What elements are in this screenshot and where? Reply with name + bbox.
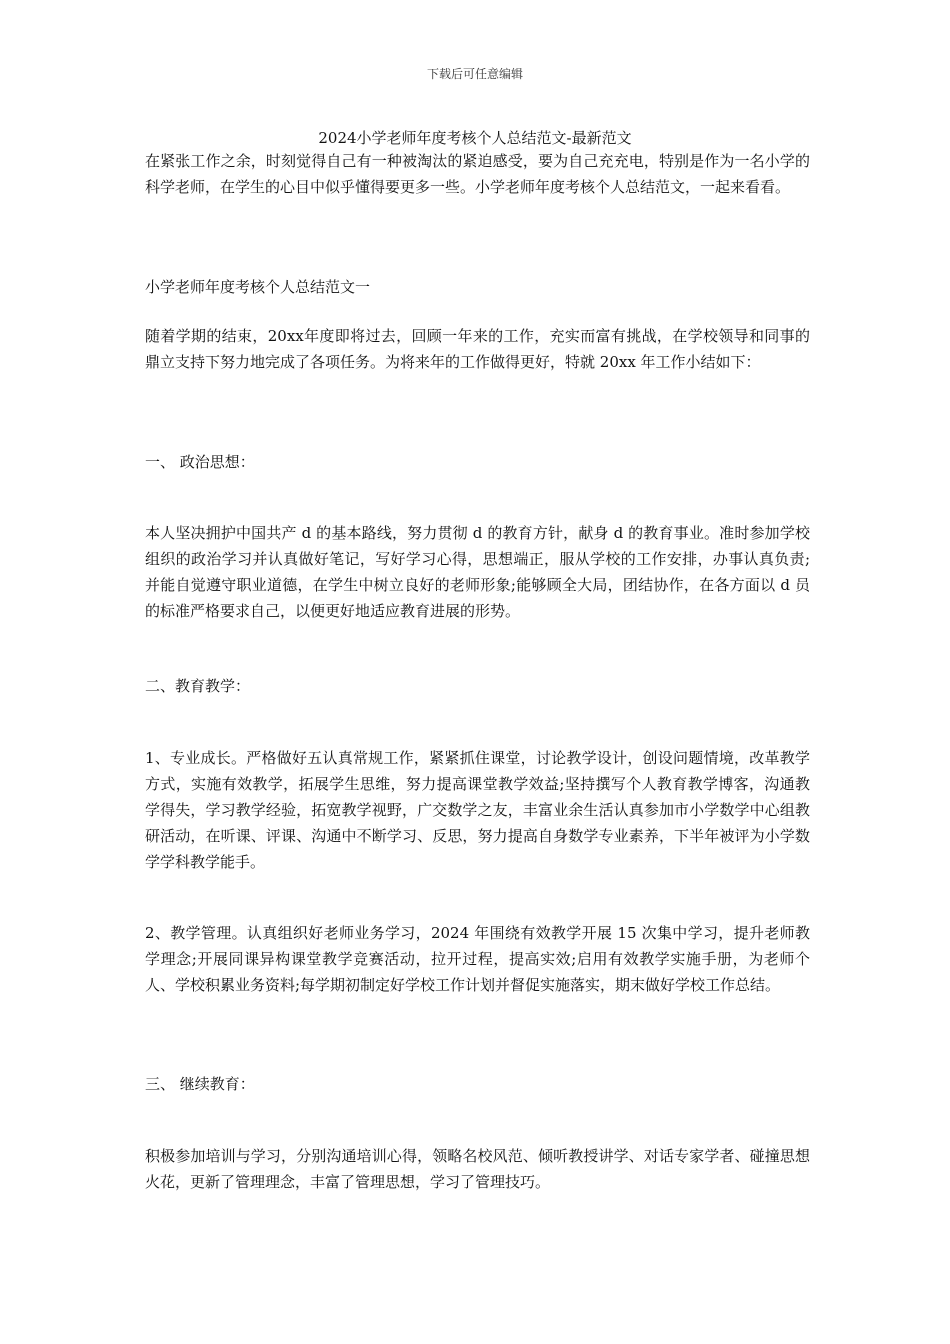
header-note: 下载后可任意编辑 xyxy=(426,67,523,81)
intro-paragraph: 在紧张工作之余，时刻觉得自己有一种被淘汰的紧迫感受，要为自己充充电，特别是作为一名小学的科学老师，在学生的心目中似乎懂得要更多一些。小学老师年度考核个人总结范文，一起来看看。 xyxy=(145,152,810,196)
heading-continuing-education: 三、 继续教育： xyxy=(145,1075,255,1093)
section-title: 小学老师年度考核个人总结范文一 xyxy=(145,278,371,296)
politics-paragraph: 本人坚决拥护中国共产 d 的基本路线，努力贯彻 d 的教育方针，献身 d 的教育事业。准时参加学校组织的政治学习并认真做好笔记，写好学习心得，思想端正，服从学校的工作安排，办事认真负责;并能自觉遵守职业道德，在学生中树立良好的老师形象;能够顾全大局，团结协作，在各方面以 d 员的标准严格要求自己，以便更好地适应教育进展的形势。 xyxy=(145,524,810,620)
document-title: 2024小学老师年度考核个人总结范文-最新范文 xyxy=(318,129,632,147)
teaching-growth-paragraph: 1、专业成长。严格做好五认真常规工作，紧紧抓住课堂，讨论教学设计，创设问题情境，改革教学方式，实施有效教学，拓展学生思维，努力提高课堂教学效益;坚持撰写个人教育教学博客，沟通教学得失，学习教学经验，拓宽教学视野，广交数学之友，丰富业余生活认真参加市小学数学中心组教研活动，在听课、评课、沟通中不断学习、反思，努力提高自身数学专业素养，下半年被评为小学数学学科教学能手。 xyxy=(145,749,810,871)
teaching-management-paragraph: 2、教学管理。认真组织好老师业务学习，2024 年围绕有效教学开展 15 次集中学习，提升老师教学理念;开展同课异构课堂教学竞赛活动，拉开过程，提高实效;启用有效教学实施手册，为老师个人、学校积累业务资料;每学期初制定好学校工作计划并督促实施落实，期末做好学校工作总结。 xyxy=(145,924,810,994)
opening-paragraph: 随着学期的结束，20xx年度即将过去，回顾一年来的工作，充实而富有挑战，在学校领导和同事的鼎立支持下努力地完成了各项任务。为将来年的工作做得更好，特就 20xx 年工作小结如下： xyxy=(145,327,810,371)
heading-politics: 一、 政治思想： xyxy=(145,453,255,471)
continuing-education-paragraph: 积极参加培训与学习，分别沟通培训心得，领略名校风范、倾听教授讲学、对话专家学者、碰撞思想火花，更新了管理理念，丰富了管理思想，学习了管理技巧。 xyxy=(145,1147,810,1191)
heading-teaching: 二、教育教学： xyxy=(145,677,251,695)
